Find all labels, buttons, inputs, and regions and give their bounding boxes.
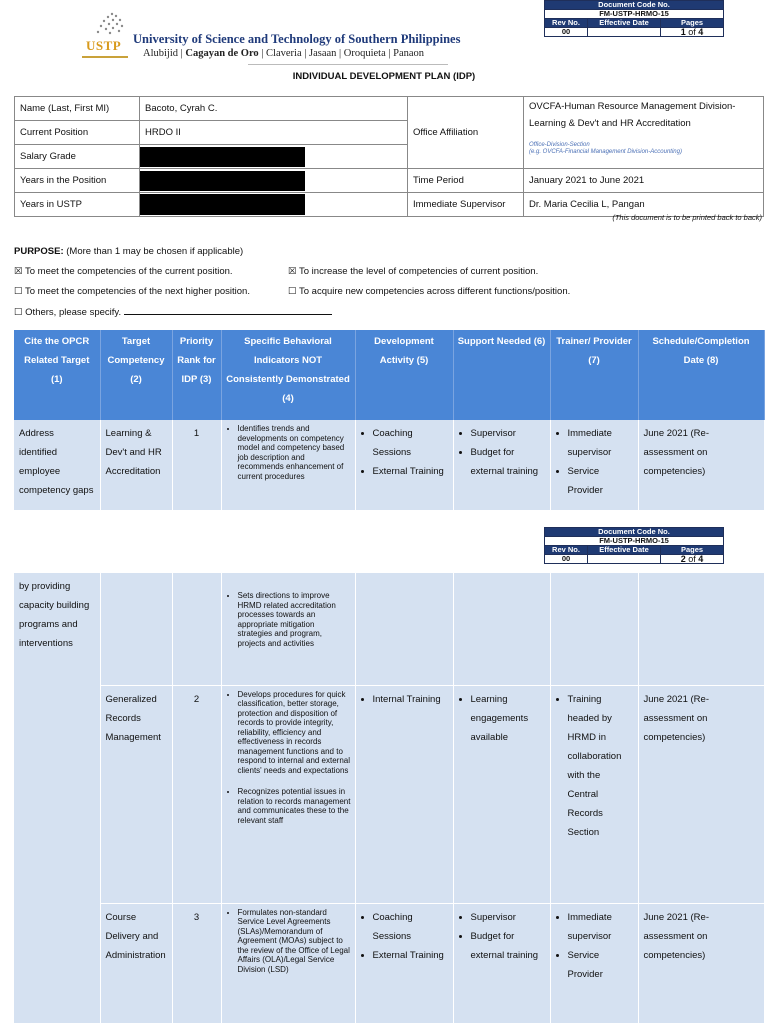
list-item: • Sets directions to improve HRMD related accreditation processes towards an appropriate mitigation strategies and program, projects and activities: [238, 591, 351, 648]
list-item: • Budget for external training: [471, 927, 545, 965]
list-item: • Supervisor: [471, 908, 545, 927]
name-label: Name (Last, First MI): [15, 97, 140, 121]
activity-cell: [355, 903, 453, 1023]
time-period-value: January 2021 to June 2021: [524, 169, 764, 193]
checkbox-checked-icon[interactable]: ☒: [14, 266, 23, 277]
support-cell: [453, 903, 550, 1023]
col-header-competency: Target Competency (2): [100, 330, 172, 420]
campus-name: Claveria: [266, 48, 302, 59]
trainer-cell: [550, 903, 638, 1023]
effective-value: [588, 28, 661, 37]
rank-cell: 3: [172, 903, 221, 1023]
activity-cell: [355, 685, 453, 903]
years-ustp-value: [140, 193, 408, 217]
effective-label: Effective Date: [588, 546, 661, 555]
ustp-logo: [82, 8, 128, 64]
indicators-cell: [221, 685, 355, 903]
table-row: [14, 573, 764, 685]
logo-wordmark: USTP: [86, 38, 122, 53]
rev-label: Rev No.: [545, 19, 588, 28]
purpose-label: PURPOSE:: [14, 246, 64, 257]
effective-label: Effective Date: [588, 19, 661, 28]
purpose-option-current[interactable]: ☒ To meet the competencies of the current position.: [14, 266, 233, 277]
salary-grade-label: Salary Grade: [15, 145, 140, 169]
activity-cell: [355, 420, 453, 510]
col-header-schedule: Schedule/Completion Date (8): [638, 330, 764, 420]
position-label: Current Position: [15, 121, 140, 145]
header-divider: [248, 64, 448, 65]
redaction-bar: [140, 171, 305, 191]
university-name: University of Science and Technology of Southern Philippines: [133, 32, 461, 46]
col-header-support: Support Needed (6): [453, 330, 550, 420]
office-value: OVCFA-Human Resource Management Division- Learning & Dev't and HR Accreditation Office-Division-Section (e.g. OVCFA-Financial Management Division-Accounting): [524, 97, 764, 169]
trainer-cell: [550, 573, 638, 685]
list-item: • External Training: [373, 946, 448, 965]
purpose-option-others[interactable]: ☐ Others, please specify.: [14, 307, 122, 318]
doc-code-value: FM-USTP-HRMO-15: [545, 537, 724, 546]
schedule-cell: June 2021 (Re-assessment on competencies): [638, 685, 764, 903]
col-header-indicators: Specific Behavioral Indicators NOT Consistently Demonstrated (4): [221, 330, 355, 420]
redaction-bar: [140, 194, 305, 215]
competency-cell: Course Delivery and Administration: [100, 903, 172, 1023]
page-number: 2 of 4: [661, 555, 724, 564]
list-item: • Identifies trends and developments on competency model and competency based job description and recommends enhancement of current procedures: [238, 424, 351, 481]
competency-cell: Learning & Dev't and HR Accreditation: [100, 420, 172, 510]
campus-name: Alubijid: [143, 48, 179, 59]
support-cell: [453, 420, 550, 510]
employee-info-table: [14, 96, 764, 217]
table-row: [14, 685, 764, 903]
supervisor-label: Immediate Supervisor: [408, 193, 524, 217]
support-cell: [453, 573, 550, 685]
schedule-cell: [638, 573, 764, 685]
rev-label: Rev No.: [545, 546, 588, 555]
redaction-bar: [140, 147, 305, 167]
list-item: • Immediate supervisor: [568, 424, 633, 462]
indicators-cell: [221, 573, 355, 685]
page-number: 1 of 4: [661, 28, 724, 37]
activity-cell: [355, 573, 453, 685]
col-header-opcr: Cite the OPCR Related Target (1): [14, 330, 100, 420]
salary-grade-value: [140, 145, 408, 169]
list-item: • Supervisor: [471, 424, 545, 443]
campus-list: Alubijid | Cagayan de Oro | Claveria | Jasaan | Oroquieta | Panaon: [143, 48, 425, 59]
indicators-cell: [221, 903, 355, 1023]
checkbox-checked-icon[interactable]: ☒: [288, 266, 297, 277]
opcr-cell: Address identified employee competency gaps: [14, 420, 100, 510]
idp-table-page1: [14, 330, 765, 511]
pages-label: Pages: [661, 19, 724, 28]
campus-name: Cagayan de Oro: [185, 48, 259, 59]
name-value: Bacoto, Cyrah C.: [140, 97, 408, 121]
document-code-box-page2: [544, 527, 724, 564]
checkbox-unchecked-icon[interactable]: ☐: [14, 286, 23, 297]
table-row: [14, 420, 764, 510]
years-position-value: [140, 169, 408, 193]
checkbox-unchecked-icon[interactable]: ☐: [14, 307, 23, 318]
checkbox-unchecked-icon[interactable]: ☐: [288, 286, 297, 297]
campus-name: Oroquieta: [343, 48, 386, 59]
trainer-cell: [550, 685, 638, 903]
col-header-rank: Priority Rank for IDP (3): [172, 330, 221, 420]
campus-name: Panaon: [393, 48, 425, 59]
opcr-cell: by providing capacity building programs and interventions: [14, 573, 100, 1023]
idp-table-page2: [14, 573, 765, 1024]
schedule-cell: June 2021 (Re-assessment on competencies): [638, 903, 764, 1023]
years-position-label: Years in the Position: [15, 169, 140, 193]
list-item: • Internal Training: [373, 690, 448, 709]
support-cell: [453, 685, 550, 903]
purpose-hint: (More than 1 may be chosen if applicable): [66, 246, 244, 257]
list-item: • Immediate supervisor: [568, 908, 633, 946]
schedule-cell: June 2021 (Re-assessment on competencies): [638, 420, 764, 510]
position-value: HRDO II: [140, 121, 408, 145]
purpose-section: [14, 246, 571, 326]
supervisor-value: Dr. Maria Cecilia L, Pangan: [524, 193, 764, 217]
col-header-trainer: Trainer/ Provider (7): [550, 330, 638, 420]
rank-cell: 1: [172, 420, 221, 510]
list-item: • Formulates non-standard Service Level Agreements (SLAs)/Memorandum of Agreement (MOAs) subject to the review of the Office of Legal Affairs (OLA)/Legal Service Division (LSD): [238, 908, 351, 975]
list-item: • Develops procedures for quick classification, better storage, protection and disposition of records to provide integrity, reliability, efficiency and effectiveness in records management functions and to respond to internal and external clients' needs and expectations: [238, 690, 351, 776]
list-item: • Coaching Sessions: [373, 424, 448, 462]
pages-label: Pages: [661, 546, 724, 555]
purpose-option-increase[interactable]: ☒ To increase the level of competencies of current position.: [288, 266, 539, 277]
list-item: • Learning engagements available: [471, 690, 545, 747]
rev-value: 00: [545, 555, 588, 564]
purpose-option-new[interactable]: ☐ To acquire new competencies across different functions/position.: [288, 286, 571, 297]
effective-value: [588, 555, 661, 564]
list-item: • Recognizes potential issues in relation to records management and communicates these to the relevant staff: [238, 787, 351, 825]
list-item: • Coaching Sessions: [373, 908, 448, 946]
purpose-option-higher[interactable]: ☐ To meet the competencies of the next higher position.: [14, 286, 250, 297]
specify-field[interactable]: [124, 306, 332, 315]
doc-code-title: Document Code No.: [545, 528, 724, 537]
table-row: [14, 903, 764, 1023]
list-item: • Training headed by HRMD in collaboration with the Central Records Section: [568, 690, 633, 842]
trainer-cell: [550, 420, 638, 510]
time-period-label: Time Period: [408, 169, 524, 193]
form-title: INDIVIDUAL DEVELOPMENT PLAN (IDP): [292, 71, 476, 82]
rank-cell: [172, 573, 221, 685]
print-note: (This document is to be printed back to back): [612, 213, 762, 222]
list-item: • Service Provider: [568, 462, 633, 500]
list-item: • Service Provider: [568, 946, 633, 984]
competency-cell: Generalized Records Management: [100, 685, 172, 903]
indicators-cell: [221, 420, 355, 510]
col-header-activity: Development Activity (5): [355, 330, 453, 420]
list-item: • External Training: [373, 462, 448, 481]
competency-cell: [100, 573, 172, 685]
doc-code-value: FM-USTP-HRMO-15: [545, 10, 724, 19]
rev-value: 00: [545, 28, 588, 37]
list-item: • Budget for external training: [471, 443, 545, 481]
campus-name: Jasaan: [308, 48, 337, 59]
doc-code-title: Document Code No.: [545, 1, 724, 10]
rank-cell: 2: [172, 685, 221, 903]
years-ustp-label: Years in USTP: [15, 193, 140, 217]
office-label: Office Affiliation: [408, 97, 524, 169]
document-code-box: [544, 0, 724, 37]
